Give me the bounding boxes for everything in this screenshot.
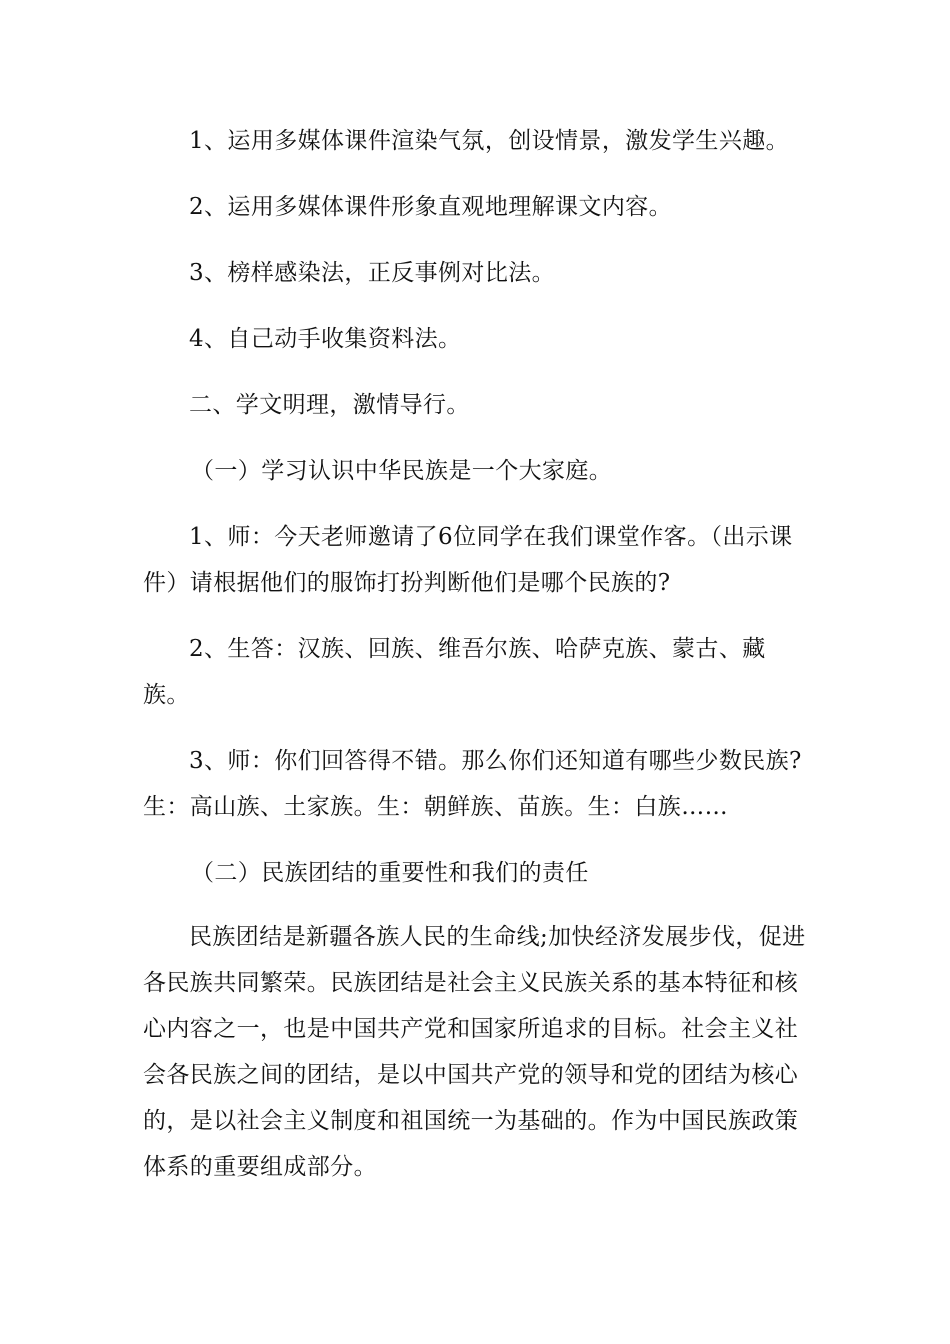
document-page bbox=[143, 118, 811, 1190]
list-item-4: 4、自己动手收集资料法。 bbox=[189, 326, 462, 352]
list-item-1: 1、运用多媒体课件渲染气氛，创设情景，激发学生兴趣。 bbox=[189, 128, 790, 154]
subsection-heading-1: （一）学习认识中华民族是一个大家庭。 bbox=[191, 458, 613, 484]
list-item-2: 2、运用多媒体课件形象直观地理解课文内容。 bbox=[189, 194, 673, 220]
list-item-3: 3、榜样感染法，正反事例对比法。 bbox=[189, 260, 556, 286]
body-paragraph: 民族团结是新疆各族人民的生命线;加快经济发展步伐，促进各民族共同繁荣。民族团结是社会主义民族关系的基本特征和核心内容之一，也是中国共产党和国家所追求的目标。社会主义社会各民族之间的团结，是以中国共产党的领导和党的团结为核心的，是以社会主义制度和祖国统一为基础的。作为中国民族政策体系的重要组成部分。 bbox=[143, 924, 806, 1180]
subsection-heading-2: （二）民族团结的重要性和我们的责任 bbox=[191, 860, 589, 886]
dialogue-paragraph-1: 1、师：今天老师邀请了6位同学在我们课堂作客。（出示课件）请根据他们的服饰打扮判断他们是哪个民族的? bbox=[143, 524, 793, 596]
section-heading-2: 二、学文明理，激情导行。 bbox=[189, 392, 470, 418]
dialogue-paragraph-2: 2、生答：汉族、回族、维吾尔族、哈萨克族、蒙古、藏族。 bbox=[143, 636, 766, 708]
dialogue-paragraph-3: 3、师：你们回答得不错。那么你们还知道有哪些少数民族?生：高山族、土家族。生：朝鲜族、苗族。生：白族…… bbox=[143, 748, 802, 820]
